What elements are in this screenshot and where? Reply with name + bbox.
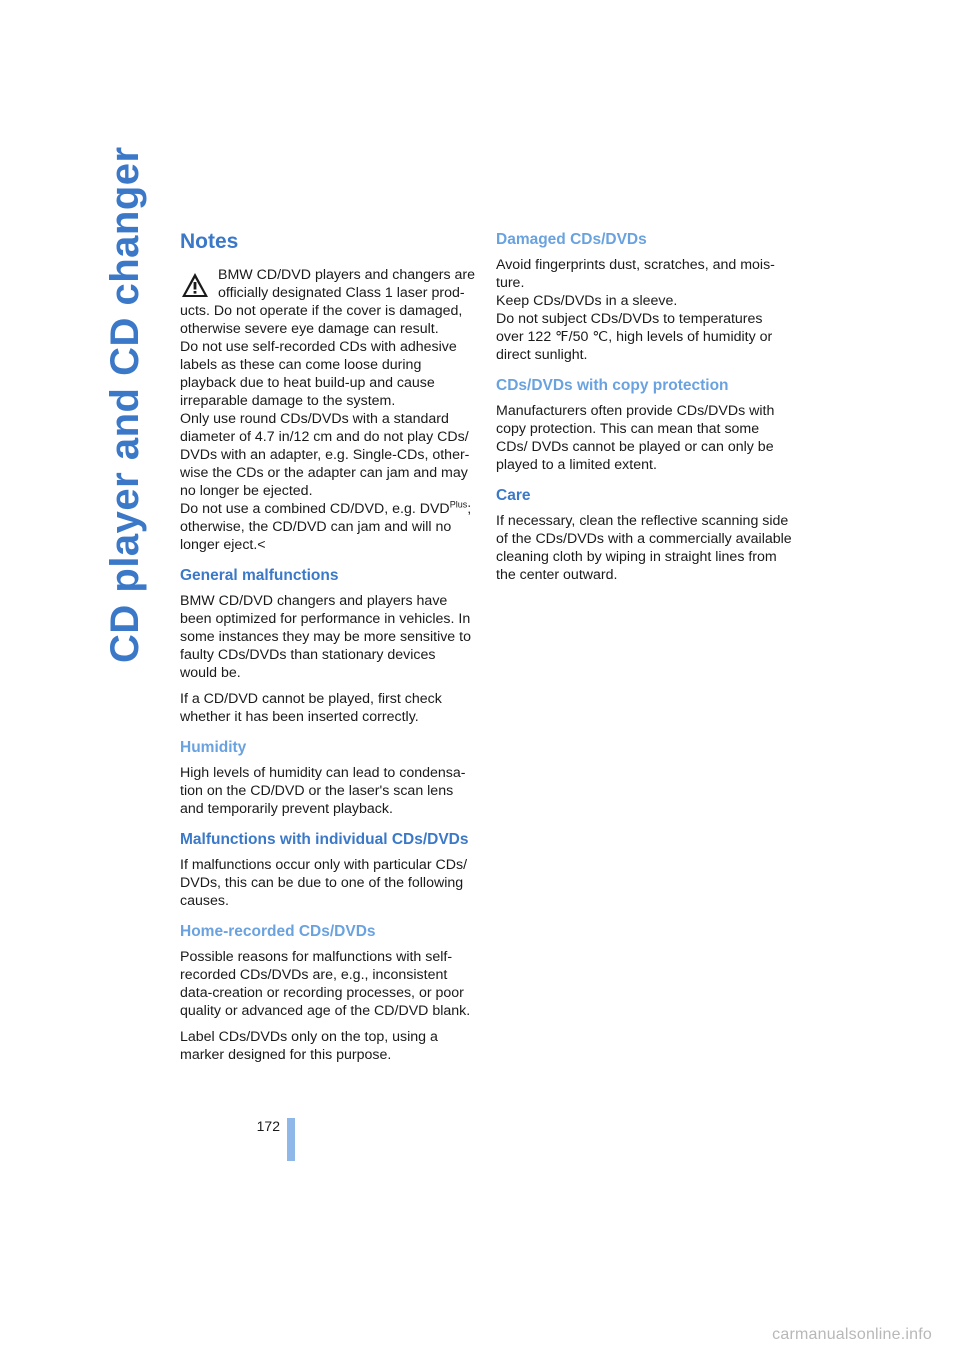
left-column (180, 228, 476, 1072)
end-mark: < (257, 537, 266, 553)
general-para-1: BMW CD/DVD changers and players have been optimized for performance in vehicles. In some instances they may be more sensitive to faulty CDs/DVDs than stationary devices would be. (180, 593, 471, 681)
notes-para-adhesive: Do not use self-recorded CDs with adhesive labels as these can come loose during playback due to heat build-up and cause irreparable damage to the system. (180, 339, 457, 409)
warning-text (180, 266, 476, 338)
warning-continuation: ucts. Do not operate if the cover is damaged, otherwise severe eye damage can result. (180, 303, 463, 337)
plus-superscript: Plus (449, 499, 468, 510)
warning-block (180, 266, 476, 554)
humidity-para: High levels of humidity can lead to condensa-tion on the CD/DVD or the laser's scan lens and temporarily prevent playback. (180, 765, 466, 817)
side-title-text: CD player and CD changer (103, 146, 147, 664)
page-marker-bar (287, 1118, 295, 1161)
copy-protection-heading: CDs/DVDs with copy protection (496, 377, 729, 394)
damaged-para-1: Avoid fingerprints dust, scratches, and mois-ture. (496, 257, 775, 291)
combined-text-after: ; otherwise, the CD/DVD can jam and will no longer eject. (180, 501, 472, 553)
footer-watermark: carmanualsonline.info (772, 1326, 932, 1343)
general-para-2: If a CD/DVD cannot be played, first check whether it has been inserted correctly. (180, 691, 442, 725)
warning-triangle-icon (180, 270, 210, 300)
individual-para: If malfunctions occur only with particular CDs/ DVDs, this can be due to one of the following causes. (180, 857, 468, 909)
damaged-heading: Damaged CDs/DVDs (496, 231, 647, 248)
damaged-para-2: Keep CDs/DVDs in a sleeve. (496, 293, 678, 309)
general-malfunctions-heading: General malfunctions (180, 567, 339, 584)
humidity-heading: Humidity (180, 739, 247, 756)
combined-text-before: Do not use a combined CD/DVD, e.g. DVD (180, 501, 450, 517)
damaged-para-3: Do not subject CDs/DVDs to temperatures over 122 ℉/50 ℃, high levels of humidity or direct sunlight. (496, 311, 773, 363)
home-recorded-heading: Home-recorded CDs/DVDs (180, 923, 376, 940)
page-number: 172 (256, 1118, 280, 1134)
notes-para-round: Only use round CDs/DVDs with a standard diameter of 4.7 in/12 cm and do not play CDs/ DVDs with an adapter, e.g. Single-CDs, other-wise the CDs or the adapter can jam and may no longer be ejected. (180, 411, 470, 499)
warning-line-1: BMW CD/DVD players and changers are (218, 267, 476, 283)
care-para: If necessary, clean the reflective scanning side of the CDs/DVDs with a commercially available cleaning cloth by wiping in straight lines from the center outward. (496, 513, 792, 583)
care-heading: Care (496, 487, 531, 504)
home-recorded-para-2: Label CDs/DVDs only on the top, using a marker designed for this purpose. (180, 1029, 438, 1063)
copy-protection-para: Manufacturers often provide CDs/DVDs with copy protection. This can mean that some CDs/ DVDs cannot be played or can only be played to a limited extent. (496, 403, 775, 473)
warning-line-2: officially designated Class 1 laser prod- (218, 285, 465, 301)
right-column (496, 228, 794, 592)
notes-heading: Notes (180, 230, 239, 253)
notes-para-combined (180, 500, 476, 554)
home-recorded-para-1: Possible reasons for malfunctions with self-recorded CDs/DVDs are, e.g., inconsistent data-creation or recording processes, or poor quality or advanced age of the CD/DVD blank. (180, 949, 471, 1019)
individual-malfunctions-heading: Malfunctions with individual CDs/DVDs (180, 831, 469, 848)
